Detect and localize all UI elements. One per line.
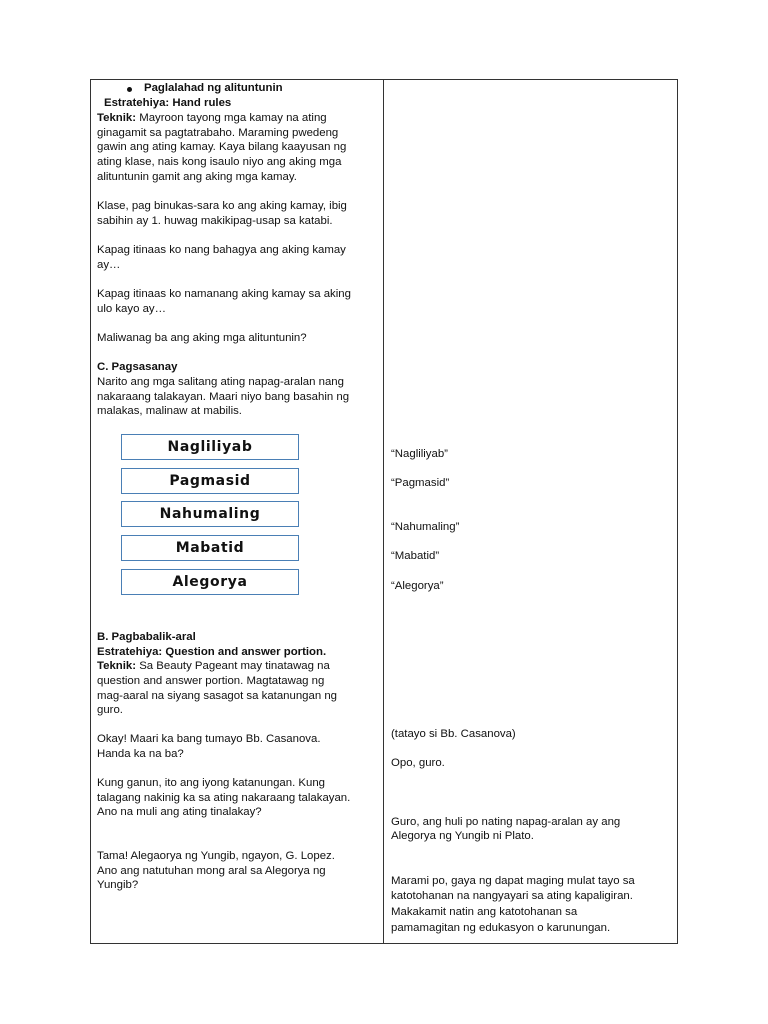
teknik2-line-1: question and answer portion. Magtatawag ng (97, 675, 325, 687)
response-nahumaling: “Nahumaling” (391, 521, 460, 533)
teknik2-label: Teknik: (97, 660, 137, 672)
strategy-hand-rules: Estratehiya: Hand rules (104, 97, 232, 109)
ask3-line-1: Ano ang natutuhan mong aral sa Alegorya ng (97, 865, 326, 877)
section-c-heading: C. Pagsasanay (97, 361, 178, 373)
response-nagliliyab: “Nagliliyab” (391, 448, 448, 460)
ask1-line-0: Okay! Maari ka bang tumayo Bb. Casanova. (97, 733, 321, 745)
resp4-line-3: pamamagitan ng edukasyon o karunungan. (391, 922, 611, 934)
ask2-line-0: Kung ganun, ito ang iyong katanungan. Kung (97, 777, 326, 789)
response-pagmasid: “Pagmasid” (391, 477, 450, 489)
resp4-line-1: katotohanan na nangyayari sa ating kapaligiran. (391, 890, 633, 902)
bullet-item: Paglalahad ng alituntunin (144, 82, 283, 94)
teknik1-line-2: gawin ang ating kamay. Kaya bilang kaayusan ng (97, 141, 347, 153)
ask1-line-1: Handa ka na ba? (97, 748, 184, 760)
lesson-plan-table (90, 79, 678, 944)
rule3-line-0: Kapag itinaas ko namanang aking kamay sa aking (97, 288, 351, 300)
rule1-line-1: sabihin ay 1. huwag makikipag-usap sa katabi. (97, 215, 333, 227)
response-stand: (tatayo si Bb. Casanova) (391, 728, 516, 740)
rule3-line-1: ulo kayo ay… (97, 303, 167, 315)
rule2-line-0: Kapag itinaas ko nang bahagya ang aking kamay (97, 244, 346, 256)
ask3-line-2: Yungib? (97, 879, 139, 891)
teknik1-line-4: alituntunin gamit ang aking mga kamay. (97, 171, 297, 183)
word-box-pagmasid: Pagmasid (121, 468, 299, 494)
teknik1-line-1: ginagamit sa pagtatrabaho. Maraming pwedeng (97, 127, 339, 139)
rule-question: Maliwanag ba ang aking mga alituntunin? (97, 332, 307, 344)
response-mabatid: “Mabatid” (391, 550, 440, 562)
strategy-question-answer: Estratehiya: Question and answer portion. (97, 646, 327, 658)
teknik2-line-2: mag-aaral na siyang sasagot sa katanungan ng (97, 690, 337, 702)
word-box-mabatid: Mabatid (121, 535, 299, 561)
practice-line-0: Narito ang mga salitang ating napag-aralan nang (97, 376, 344, 388)
teknik2-line-3: guro. (97, 704, 123, 716)
rule2-line-1: ay… (97, 259, 121, 271)
response-alegorya: “Alegorya” (391, 580, 444, 592)
ask3-line-0: Tama! Alegaorya ng Yungib, ngayon, G. Lopez. (97, 850, 335, 862)
teknik1-line-0: Teknik: Mayroon tayong mga kamay na ating (97, 112, 327, 124)
bullet-icon (127, 87, 132, 92)
resp4-line-2: Makakamit natin ang katotohanan sa (391, 906, 578, 918)
word-box-nahumaling: Nahumaling (121, 501, 299, 527)
resp4-line-0: Marami po, gaya ng dapat maging mulat tayo sa (391, 875, 635, 887)
resp3-line-1: Alegorya ng Yungib ni Plato. (391, 830, 534, 842)
resp3-line-0: Guro, ang huli po nating napag-aralan ay ang (391, 816, 621, 828)
teknik1-label: Teknik: (97, 112, 137, 124)
word-box-alegorya: Alegorya (121, 569, 299, 595)
word-box-nagliliyab: Nagliliyab (121, 434, 299, 460)
teknik2-line-0: Teknik: Sa Beauty Pageant may tinatawag na (97, 660, 330, 672)
ask2-line-1: talagang nakinig ka sa ating nakaraang talakayan. (97, 792, 351, 804)
rule1-line-0: Klase, pag binukas-sara ko ang aking kamay, ibig (97, 200, 347, 212)
practice-line-2: malakas, malinaw at mabilis. (97, 405, 242, 417)
section-b-heading: B. Pagbabalik-aral (97, 631, 196, 643)
teknik1-line-3: ating klase, nais kong isaulo niyo ang aking mga (97, 156, 342, 168)
response-opo: Opo, guro. (391, 757, 445, 769)
practice-line-1: nakaraang talakayan. Maari niyo bang basahin ng (97, 391, 350, 403)
column-divider (383, 80, 384, 943)
ask2-line-2: Ano na muli ang ating tinalakay? (97, 806, 262, 818)
